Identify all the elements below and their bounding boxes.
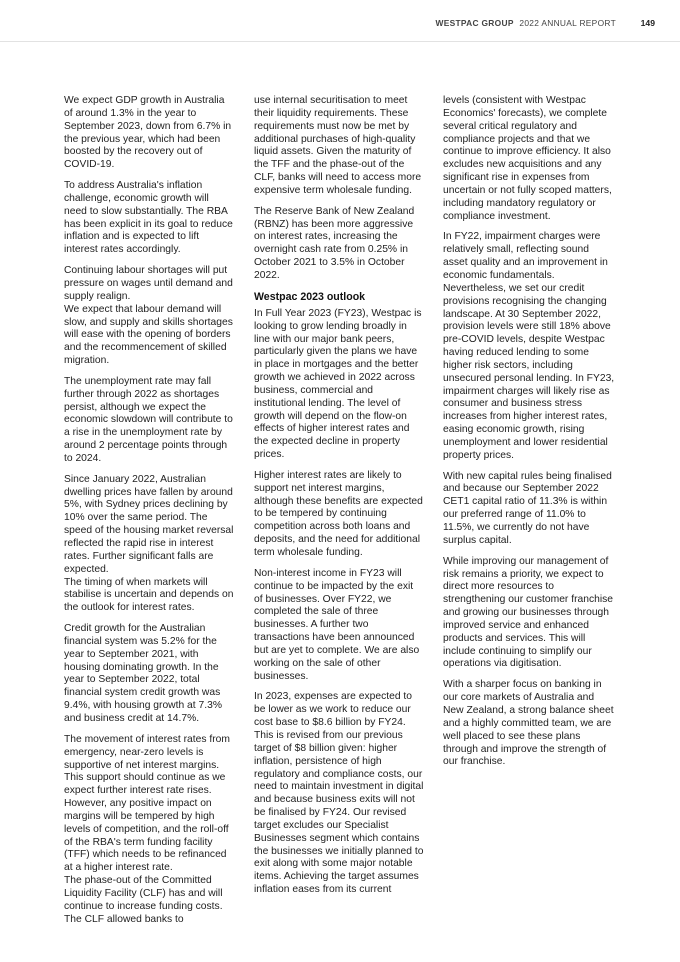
section-heading: Westpac 2023 outlook (254, 290, 366, 303)
paragraph: Since January 2022, Australian dwelling prices have fallen by around 5%, with Sydney prices declining by 10% over the same period. The speed of the housing market reversal reflected the rapid rise in interest rates. Further significant falls are expected. (64, 473, 234, 575)
paragraph: While improving our management of risk remains a priority, we expect to direct more resources to strengthening our customer franchise and growing our businesses through improved service and enhanced products and services. This will include continuing to simplify our operations via digitisation. (443, 555, 613, 670)
text-column-2 (254, 95, 424, 905)
text-column-1 (64, 95, 234, 934)
paragraph: In FY22, impairment charges were relatively small, reflecting sound asset quality and an improvement in economic fundamentals. Nevertheless, we set our credit provisions recognising the changing landscape. At 30 September 2022, provision levels were still 18% above pre-COVID levels, despite Westpac having reduced lending to some higher risk sectors, including unsecured personal lending. In FY23, impairment charges will likely rise as consumer and business stress increases from higher interest rates, easing economic growth, rising unemployment and lower residential property prices. (443, 231, 615, 461)
paragraph: We expect GDP growth in Australia of around 1.3% in the year to September 2023, down from 6.7% in the previous year, which had been boosted by the recovery out of COVID-19. (64, 95, 232, 171)
paragraph: Higher interest rates are likely to support net interest margins, although these benefits are expected to be tempered by continuing competition across both loans and deposits, and the need for additional term wholesale funding. (254, 469, 423, 558)
paragraph: The timing of when markets will stabilise is uncertain and depends on the outlook for interest rates. (64, 576, 234, 614)
report-name: 2022 ANNUAL REPORT (519, 18, 616, 28)
page-number: 149 (640, 18, 655, 28)
paragraph: In Full Year 2023 (FY23), Westpac is looking to grow lending broadly in line with our major bank peers, particularly given the plans we have in place in mortgages and the better growth we achieved in 2022 across business, commercial and institutional lending. The level of growth will depend on the flow-on effects of higher interest rates and the expected decline in property prices. (254, 307, 422, 461)
paragraph: levels (consistent with Westpac Economics' forecasts), we complete several critical regulatory and compliance projects and that we continue to improve efficiency. It also excludes new acquisitions and any significant rise in expenses from uncertain or not fully scoped matters, including mandatory regulatory or compliance investment. (443, 95, 612, 222)
paragraph: With a sharper focus on banking in our core markets of Australia and New Zealand, a strong balance sheet and a highly committed team, we are well placed to see these plans through and improve the strength of our franchise. (443, 679, 614, 768)
paragraph: The phase-out of the Committed Liquidity Facility (CLF) has and will continue to increase funding costs. The CLF allowed banks to (64, 875, 223, 925)
paragraph: Non-interest income in FY23 will continue to be impacted by the exit of businesses. Over FY22, we completed the sale of three businesses. A further two transactions have been announced but are yet to complete. We are also working on the sale of other businesses. (254, 567, 420, 682)
report-title (436, 18, 616, 28)
paragraph: use internal securitisation to meet their liquidity requirements. These requirements must now be met by additional purchases of high-quality liquid assets. Given the maturity of the TFF and the phase-out of the CLF, banks will need to access more expensive term wholesale funding. (254, 95, 422, 196)
paragraph: To address Australia's inflation challenge, economic growth will need to slow substantially. The RBA has been explicit in its goal to reduce inflation and is expected to lift interest rates accordingly. (64, 180, 233, 256)
org-name: WESTPAC GROUP (435, 18, 514, 28)
text-column-3 (443, 95, 616, 777)
paragraph: The Reserve Bank of New Zealand (RBNZ) has been more aggressive on interest rates, increasing the overnight cash rate from 0.25% in October 2021 to 3.5% in October 2022. (254, 205, 415, 281)
paragraph: We expect that labour demand will slow, and supply and skills shortages will ease with the opening of borders and the recommencement of skilled migration. (64, 303, 233, 367)
paragraph: Continuing labour shortages will put pressure on wages until demand and supply realign. (64, 265, 233, 302)
paragraph: Credit growth for the Australian financial system was 5.2% for the year to September 2021, with housing dominating growth. In the year to September 2022, total financial system credit growth was 9.4%, with housing growth at 7.3% and business credit at 14.7%. (64, 623, 222, 724)
paragraph: In 2023, expenses are expected to be lower as we work to reduce our cost base to $8.6 billion by FY24. This is revised from our previous target of $8 billion given: higher inflation, persistence of high regulatory and compliance costs, our need to maintain investment in digital and because business exits will not be finalised by FY24. Our revised target excludes our Specialist Businesses segment which contains the businesses we initially planned to exit along with some major notable items. Achieving the target assumes inflation eases from its current (254, 691, 424, 896)
paragraph: The unemployment rate may fall further through 2022 as shortages persist, although we expect the economic slowdown will contribute to a rise in the unemployment rate by around 2 percentage points through to 2024. (64, 375, 233, 464)
paragraph: With new capital rules being finalised and because our September 2022 CET1 capital ratio of 11.3% is within our preferred range of 11.0% to 11.5%, we currently do not have surplus capital. (443, 470, 612, 546)
header-divider (0, 41, 680, 42)
page-header (0, 18, 680, 34)
paragraph: The movement of interest rates from emergency, near-zero levels is supportive of net interest margins. This support should continue as we expect further interest rate rises. However, any positive impact on margins will be tempered by high levels of competition, and the roll-off of the RBA's term funding facility (TFF) which needs to be refinanced at a higher interest rate. (64, 733, 230, 874)
